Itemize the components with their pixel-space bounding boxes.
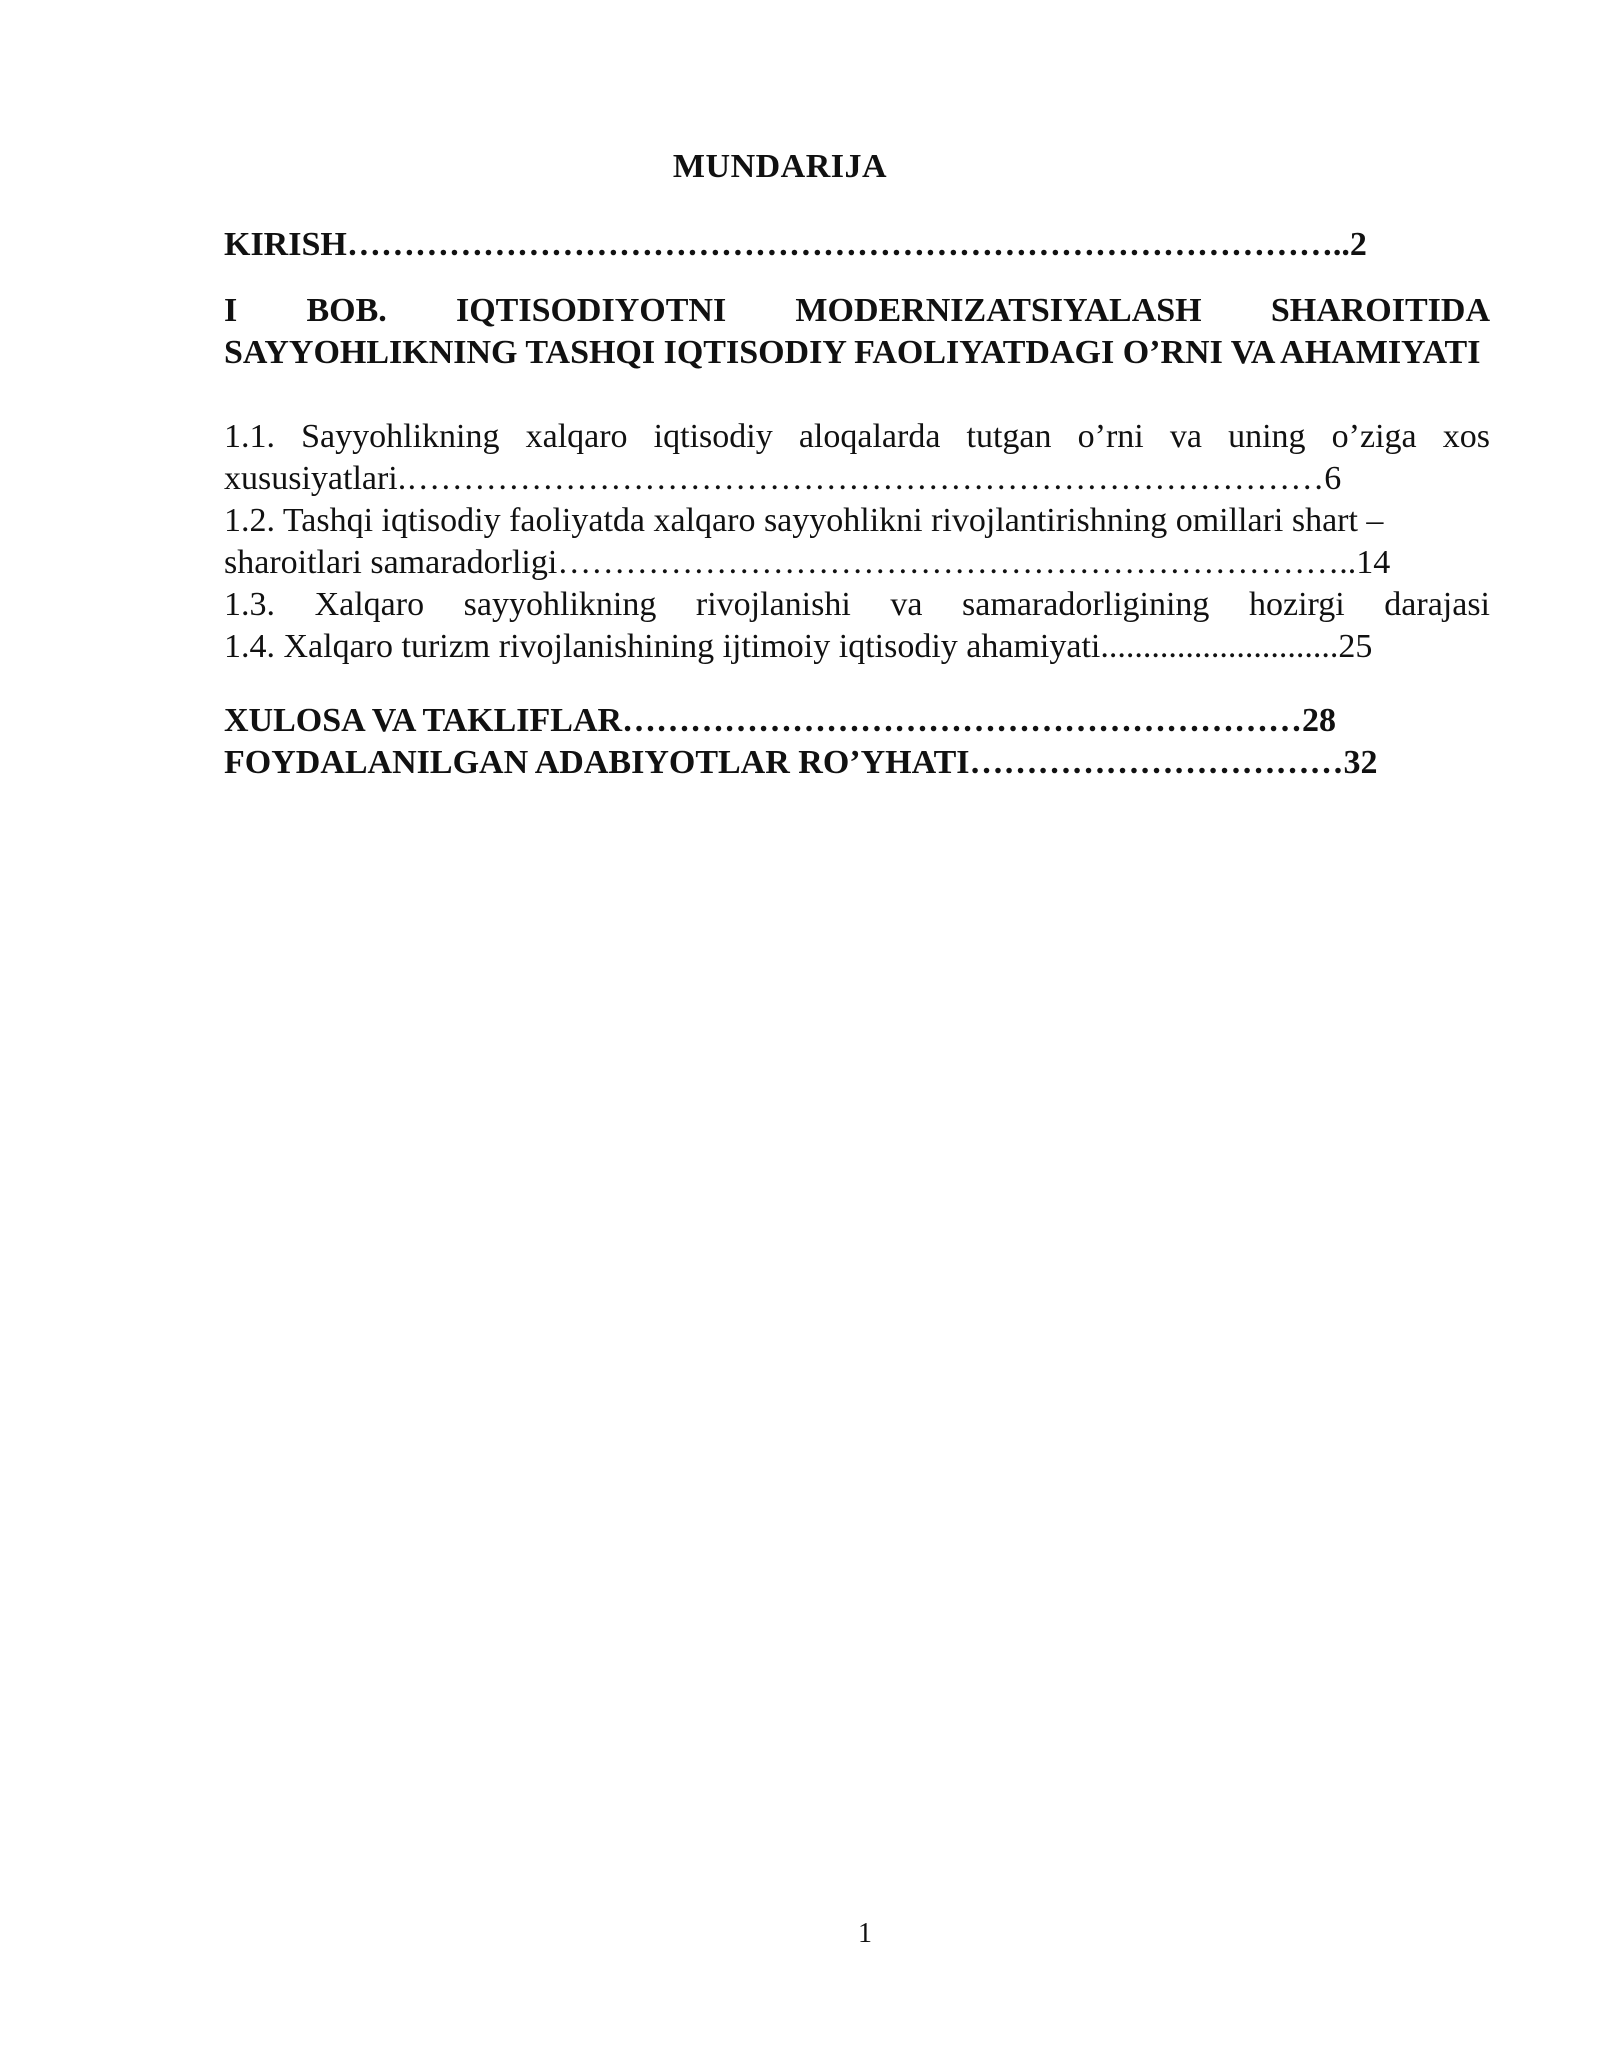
toc-title: MUNDARIJA [672, 148, 888, 185]
toc-references: FOYDALANILGAN ADABIYOTLAR RO’YHATI……………………………32 [224, 744, 1378, 781]
toc-section-1-2-line-1: 1.2. Tashqi iqtisodiy faoliyatda xalqaro sayyohlikni rivojlantirishning omillari shart – [224, 502, 1384, 539]
toc-chapter-1-heading: I BOB. IQTISODIYOTNI MODERNIZATSIYALASH SHAROITIDA SAYYOHLIKNING TASHQI IQTISODIY FAOLIYATDAGI O’RNI VA AHAMIYATI [224, 292, 1490, 371]
toc-section-1-1-line-1: 1.1. Sayyohlikning xalqaro iqtisodiy aloqalarda tutgan o’rni va uning o’ziga xos [224, 418, 1490, 455]
page-number: 1 [858, 1918, 872, 1949]
toc-section-1-1-line-2: xususiyatlari.………………………………………………………………………6 [224, 460, 1342, 497]
toc-section-1-2-line-2: sharoitlari samaradorligi……………………………………………………………..14 [224, 544, 1391, 581]
toc-section-1-4: 1.4. Xalqaro turizm rivojlanishining ijtimoiy iqtisodiy ahamiyati............................25 [224, 628, 1373, 665]
toc-conclusion: XULOSA VA TAKLIFLAR……………………………………………………28 [224, 702, 1337, 739]
toc-section-1-3: 1.3. Xalqaro sayyohlikning rivojlanishi va samaradorligining hozirgi darajasi [224, 586, 1490, 623]
toc-intro: KIRISH……………………………………………………………………………..2 [224, 226, 1367, 263]
